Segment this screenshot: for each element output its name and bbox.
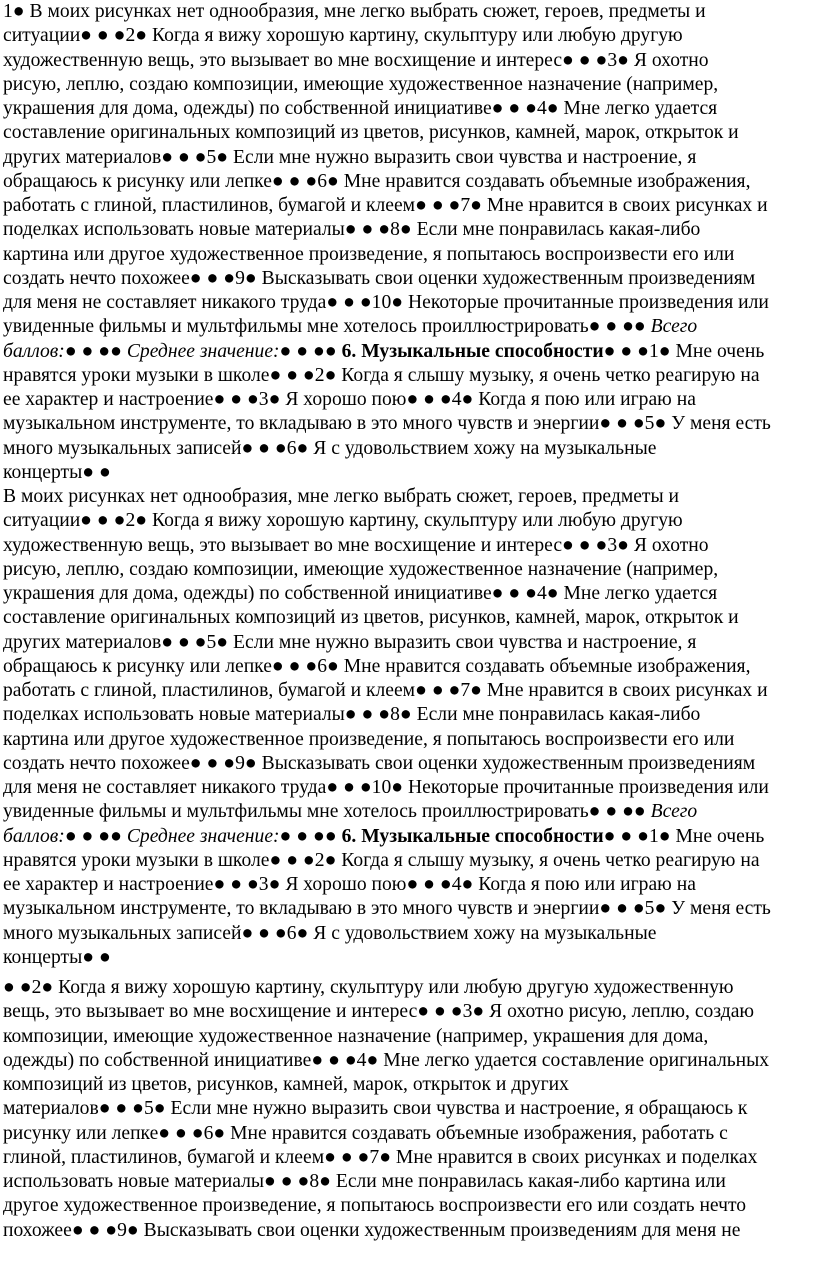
section-heading: 6. Музыкальные способности bbox=[341, 340, 604, 362]
text-run: ● ● ●● bbox=[279, 825, 342, 847]
text-run: ● ●2● Когда я вижу хорошую картину, скульптуру или любую другую художественную вещь, это вызывает во мне восхищение и интерес● ● ●3● Я охотно рисую, леплю, создаю композиции, имеющие художественное назначение (например, украшения для дома, одежды) по собственной инициативе● ● ●4● Мне легко удается составление оригинальных композиций из цветов, рисунков, камней, марок, открыток и других материалов● ● ●5● Если мне нужно выразить свои чувства и настроение, я обращаюсь к рисунку или лепке● ● ●6● Мне нравится создавать объемные изображения, работать с глиной, пластилинов, бумагой и клеем● ● ●7● Мне нравится в своих рисунках и поделках использовать новые материалы● ● ●8● Если мне понравилась какая-либо картина или другое художественное произведение, я попытаюсь воспроизвести его или создать нечто похожее● ● ●9● Высказывать свои оценки художественным произведениям для меня не bbox=[3, 977, 770, 1241]
paragraph-1 bbox=[3, 0, 816, 485]
text-run: ● ● ●1● Мне очень нравятся уроки музыки в школе● ● ●2● Когда я слышу музыку, я очень четко реагирую на ее характер и настроение● ● ●3● Я хорошо пою● ● ●4● Когда я пою или играю на музыкальном инструменте, то вкладываю в это много чувств и энергии● ● ●5● У меня есть много музыкальных записей● ● ●6● Я с удовольствием хожу на музыкальные концерты● ● bbox=[3, 340, 771, 483]
section-heading: 6. Музыкальные способности bbox=[341, 825, 604, 847]
total-score-label: Всего баллов: bbox=[3, 801, 698, 847]
average-value-label: Среднее значение: bbox=[126, 825, 280, 847]
text-run: 1● В моих рисунках нет однообразия, мне легко выбрать сюжет, героев, предметы и ситуации● ● ●2● Когда я вижу хорошую картину, скульптуру или любую другую художественную вещь, это вызывает во мне восхищение и интерес● ● ●3● Я охотно рисую, леплю, создаю композиции, имеющие художественное назначение (например, украшения для дома, одежды) по собственной инициативе● ● ●4● Мне легко удается составление оригинальных композиций из цветов, рисунков, камней, марок, открыток и других материалов● ● ●5● Если мне нужно выразить свои чувства и настроение, я обращаюсь к рисунку или лепке● ● ●6● Мне нравится создавать объемные изображения, работать с глиной, пластилинов, бумагой и клеем● ● ●7● Мне нравится в своих рисунках и поделках использовать новые материалы● ● ●8● Если мне понравилась какая-либо картина или другое художественное произведение, я попытаюсь воспроизвести его или создать нечто похожее● ● ●9● Высказывать свои оценки художественным произведениям для меня не составляет никакого труда● ● ●10● Некоторые прочитанные произведения или увиденные фильмы и мультфильмы мне хотелось проиллюстрировать● ● ●● bbox=[3, 1, 769, 338]
paragraph-2 bbox=[3, 485, 816, 970]
paragraph-3 bbox=[3, 976, 816, 1243]
total-score-label: Всего баллов: bbox=[3, 316, 698, 362]
text-run: ● ● ●● bbox=[64, 340, 127, 362]
text-run: ● ● ●● bbox=[64, 825, 127, 847]
text-run: ● ● ●1● Мне очень нравятся уроки музыки в школе● ● ●2● Когда я слышу музыку, я очень четко реагирую на ее характер и настроение● ● ●3● Я хорошо пою● ● ●4● Когда я пою или играю на музыкальном инструменте, то вкладываю в это много чувств и энергии● ● ●5● У меня есть много музыкальных записей● ● ●6● Я с удовольствием хожу на музыкальные концерты● ● bbox=[3, 825, 771, 968]
average-value-label: Среднее значение: bbox=[126, 340, 280, 362]
text-run: ● ● ●● bbox=[279, 340, 342, 362]
text-run: В моих рисунках нет однообразия, мне легко выбрать сюжет, героев, предметы и ситуации● ● ●2● Когда я вижу хорошую картину, скульптуру или любую другую художественную вещь, это вызывает во мне восхищение и интерес● ● ●3● Я охотно рисую, леплю, создаю композиции, имеющие художественное назначение (например, украшения для дома, одежды) по собственной инициативе● ● ●4● Мне легко удается составление оригинальных композиций из цветов, рисунков, камней, марок, открыток и других материалов● ● ●5● Если мне нужно выразить свои чувства и настроение, я обращаюсь к рисунку или лепке● ● ●6● Мне нравится создавать объемные изображения, работать с глиной, пластилинов, бумагой и клеем● ● ●7● Мне нравится в своих рисунках и поделках использовать новые материалы● ● ●8● Если мне понравилась какая-либо картина или другое художественное произведение, я попытаюсь воспроизвести его или создать нечто похожее● ● ●9● Высказывать свои оценки художественным произведениям для меня не составляет никакого труда● ● ●10● Некоторые прочитанные произведения или увиденные фильмы и мультфильмы мне хотелось проиллюстрировать● ● ●● bbox=[3, 486, 769, 823]
